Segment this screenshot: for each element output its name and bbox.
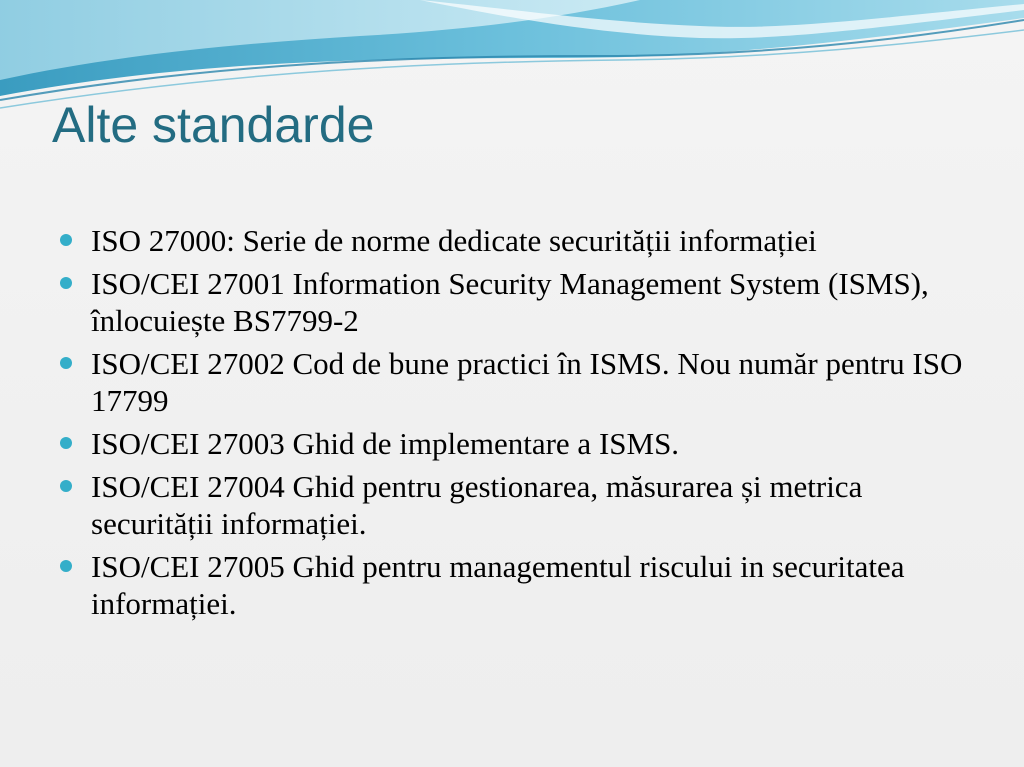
- bullet-dot-icon: [60, 437, 72, 449]
- bullet-text: ISO/CEI 27004 Ghid pentru gestionarea, măsurarea și metrica securității informației.: [91, 469, 863, 541]
- bullet-dot-icon: [60, 357, 72, 369]
- bullet-list: [60, 222, 990, 628]
- list-item: [60, 222, 990, 259]
- slide-title: Alte standarde: [52, 97, 375, 153]
- bullet-dot-icon: [60, 234, 72, 246]
- list-item: [60, 345, 990, 419]
- bullet-text: ISO/CEI 27001 Information Security Management System (ISMS), înlocuiește BS7799-2: [91, 266, 929, 338]
- bullet-dot-icon: [60, 277, 72, 289]
- list-item: [60, 265, 990, 339]
- list-item: [60, 548, 990, 622]
- bullet-text: ISO/CEI 27002 Cod de bune practici în ISMS. Nou număr pentru ISO 17799: [91, 346, 963, 418]
- bullet-text: ISO/CEI 27003 Ghid de implementare a ISMS.: [91, 426, 680, 461]
- bullet-dot-icon: [60, 560, 72, 572]
- bullet-text: ISO 27000: Serie de norme dedicate securității informației: [91, 223, 817, 258]
- bullet-dot-icon: [60, 480, 72, 492]
- bullet-text: ISO/CEI 27005 Ghid pentru managementul riscului in securitatea informației.: [91, 549, 905, 621]
- list-item: [60, 425, 990, 462]
- list-item: [60, 468, 990, 542]
